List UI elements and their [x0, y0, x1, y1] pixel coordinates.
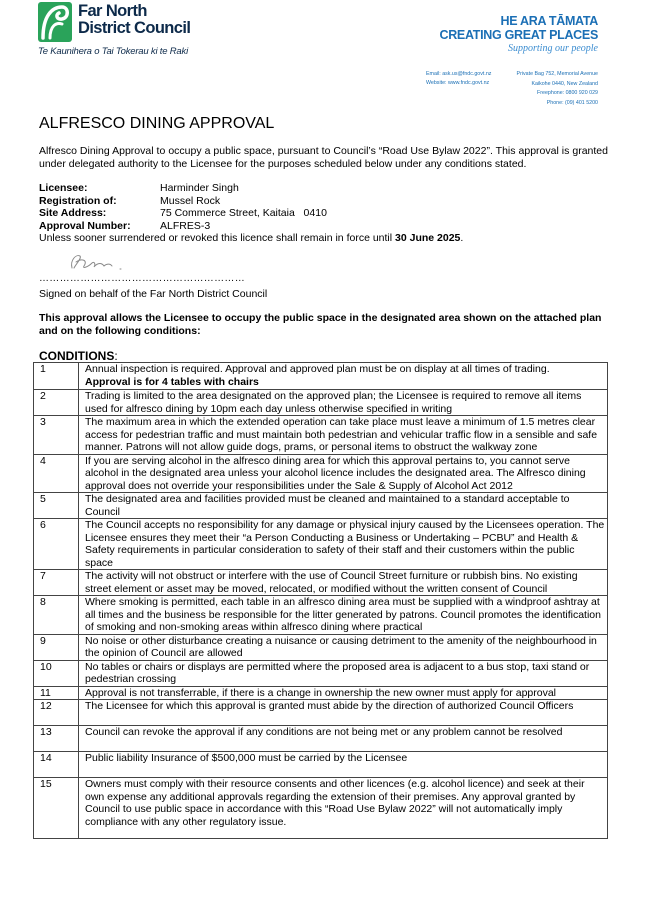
council-name	[78, 3, 190, 37]
intro-paragraph: Alfresco Dining Approval to occupy a public space, pursuant to Council’s “Road Use Bylaw 2022”. This approval is granted under delegated authority to the Licensee for the purposes scheduled below under any conditions stated.	[39, 145, 608, 170]
condition-text: Approval is not transferrable, if there is a change in ownership the new owner must apply for approval	[79, 686, 608, 700]
conditions-heading-colon: :	[114, 349, 118, 363]
detail-value: ALFRES-3	[160, 219, 211, 232]
table-row	[34, 686, 608, 700]
table-row	[34, 363, 608, 390]
table-row	[34, 570, 608, 596]
contact-website[interactable]: Website: www.fndc.govt.nz	[426, 80, 490, 86]
koru-logo-icon	[38, 2, 72, 42]
brand-line2: CREATING GREAT PLACES	[439, 28, 598, 42]
council-name-line2: District Council	[78, 19, 191, 37]
table-row	[34, 634, 608, 660]
conditions-table	[33, 362, 608, 839]
brand-line3: Supporting our people	[508, 43, 598, 54]
condition-text: No tables or chairs or displays are permitted where the proposed area is adjacent to a bus stop, taxi stand or pedestrian crossing	[79, 660, 608, 686]
signature-image	[66, 250, 130, 274]
detail-value: Mussel Rock	[160, 194, 221, 207]
contact-online	[426, 70, 491, 88]
table-row	[34, 493, 608, 519]
table-row	[34, 752, 608, 778]
condition-number: 4	[34, 454, 79, 493]
table-row	[34, 390, 608, 416]
licence-details	[39, 182, 327, 232]
condition-number: 12	[34, 700, 79, 726]
condition-number: 1	[34, 363, 79, 390]
condition-number: 5	[34, 493, 79, 519]
detail-label: Registration of:	[39, 194, 117, 207]
condition-number: 13	[34, 726, 79, 752]
condition-text: Owners must comply with their resource consents and other licences (e.g. alcohol licence) and seek at their own expense any additional approvals regarding the extension of their premises. Any approval granted by Council to use public space in accordance with this “Road Use Bylaw 2022” will not automatically imply compliance with any other regulatory issue.	[79, 778, 608, 839]
condition-number: 2	[34, 390, 79, 416]
detail-row-approval-number	[39, 220, 327, 233]
detail-row-registration	[39, 195, 327, 208]
allowance-statement: This approval allows the Licensee to occupy the public space in the designated area shown on the attached plan and on the following conditions:	[39, 312, 602, 337]
condition-subtext: Approval is for 4 tables with chairs	[85, 375, 259, 388]
table-row	[34, 416, 608, 455]
detail-label: Licensee:	[39, 182, 88, 194]
condition-number: 7	[34, 570, 79, 596]
address-line1: Private Bag 752, Memorial Avenue	[516, 71, 598, 77]
detail-value: 75 Commerce Street, Kaitaia 0410	[160, 207, 327, 219]
condition-text: The Council accepts no responsibility for any damage or physical injury caused by the Licensees operation. The Licensee ensures they meet their “a Person Conducting a Business or Undertaking – PCBU” and Health & Safety requirements in particular consideration to safety of their staff and their customers within the public space	[79, 519, 608, 570]
council-logo	[38, 2, 198, 58]
signed-by: Signed on behalf of the Far North District Council	[39, 288, 268, 300]
condition-text: The maximum area in which the extended operation can take place must leave a minimum of 1.5 metres clear access for pedestrian traffic and must maintain both pedestrian and vehicular traffic flow in a sensible and safe manner. Patrons will not allow guide dogs, prams, or personal items to obstruct the walkway zone	[79, 416, 608, 455]
condition-text: Public liability Insurance of $500,000 must be carried by the Licensee	[79, 752, 608, 778]
contact-postal	[517, 70, 598, 108]
conditions-heading	[39, 349, 118, 363]
condition-text: Council can revoke the approval if any conditions are not being met or any problem cannot be resolved	[79, 726, 608, 752]
condition-text: Trading is limited to the area designated on the approved plan; the Licensee is required to remove all items used for alfresco dining by 10pm each day unless otherwise specified in writing	[79, 390, 608, 416]
detail-row-site-address	[39, 207, 327, 220]
table-row	[34, 454, 608, 493]
condition-text: The designated area and facilities provided must be cleaned and maintained to a standard acceptable to Council	[79, 493, 608, 519]
document-title: ALFRESCO DINING APPROVAL	[39, 115, 275, 132]
conditions-heading-text: CONDITIONS	[39, 349, 115, 363]
detail-label: Approval Number:	[39, 219, 131, 232]
detail-value: Harminder Singh	[160, 182, 239, 194]
condition-number: 6	[34, 519, 79, 570]
condition-number: 3	[34, 416, 79, 455]
brand-line1: HE ARA TĀMATA	[500, 14, 598, 28]
condition-text: The Licensee for which this approval is granted must abide by the direction of authorized Council Officers	[79, 700, 608, 726]
council-name-line1: Far North	[78, 2, 147, 20]
table-row	[34, 778, 608, 839]
condition-text: Where smoking is permitted, each table in an alfresco dining area must be supplied with a windproof ashtray at all times and the business be responsible for the litter generated by patrons. Council promotes the identification of smoking and non-smoking areas within alfresco dining where practical	[79, 596, 608, 635]
signature-line: ……………………………………………………	[39, 273, 245, 284]
validity-text: Unless sooner surrendered or revoked this licence shall remain in force until	[39, 232, 396, 244]
condition-number: 15	[34, 778, 79, 839]
condition-text: No noise or other disturbance creating a nuisance or causing detriment to the amenity of the neighbourhood in the opinion of Council are allowed	[79, 634, 608, 660]
validity-end: .	[460, 232, 464, 244]
table-row	[34, 700, 608, 726]
condition-number: 14	[34, 752, 79, 778]
contact-email[interactable]: Email: ask.us@fndc.govt.nz	[426, 71, 492, 77]
condition-text-main: Annual inspection is required. Approval and approved plan must be on display at all times of trading.	[85, 363, 550, 375]
council-tagline: Te Kaunihera o Tai Tokerau ki te Raki	[38, 46, 188, 57]
brand-block	[439, 14, 598, 56]
table-row	[34, 660, 608, 686]
phone: Phone: (09) 401 5200	[546, 99, 598, 106]
table-row	[34, 596, 608, 635]
table-row	[34, 726, 608, 752]
condition-text	[79, 363, 608, 390]
condition-number: 10	[34, 660, 79, 686]
condition-number: 9	[34, 634, 79, 660]
validity-statement	[39, 232, 463, 244]
detail-label: Site Address:	[39, 207, 107, 219]
validity-date: 30 June 2025	[395, 232, 461, 244]
detail-row-licensee	[39, 182, 327, 195]
table-row	[34, 519, 608, 570]
freephone: Freephone: 0800 920 029	[537, 90, 598, 96]
condition-number: 8	[34, 596, 79, 635]
condition-number: 11	[34, 686, 79, 700]
condition-text: The activity will not obstruct or interfere with the use of Council Street furniture or rubbish bins. No existing street element or asset may be moved, relocated, or modified without the written consent of Council	[79, 570, 608, 596]
condition-text: If you are serving alcohol in the alfresco dining area for which this approval pertains to, you cannot serve alcohol in the designated area unless your alcohol licence includes the designated area. The Alfresco dining approval does not override your responsibilities under the Sale & Supply of Alcohol Act 2012	[79, 454, 608, 493]
address-line2: Kaikohe 0440, New Zealand	[531, 80, 598, 87]
